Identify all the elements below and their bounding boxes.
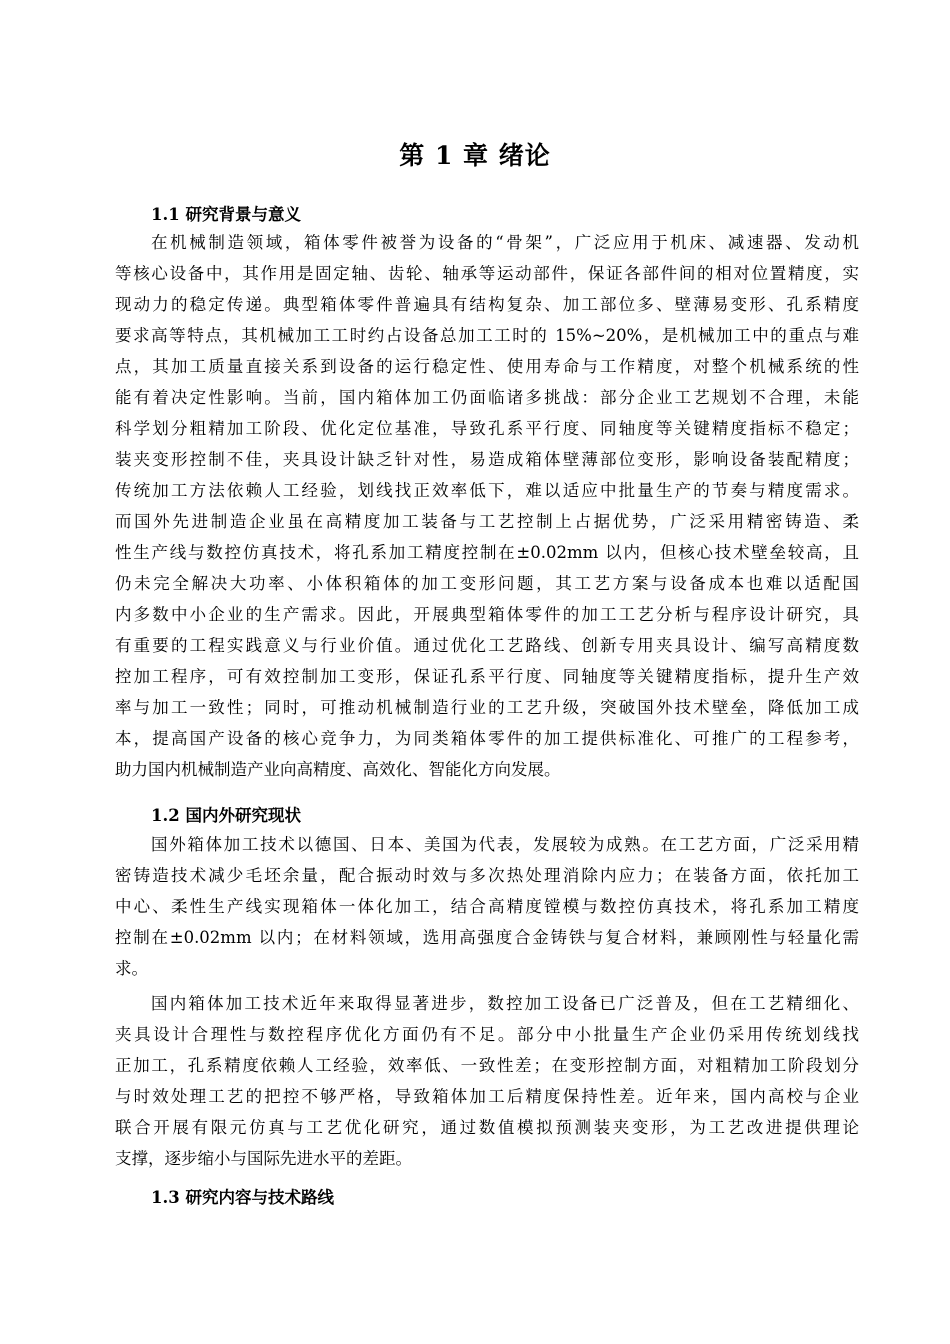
- text-line: 仍未完全解决大功率、小体积箱体的加工变形问题，其工艺方案与设备成本也难以适配国: [115, 574, 859, 593]
- paragraph-domestic-status: [115, 988, 859, 1174]
- section-heading-1-1: 1.1 研究背景与意义: [151, 205, 301, 224]
- text-line: 求。: [115, 959, 148, 978]
- text-line: 国内箱体加工技术近年来取得显著进步，数控加工设备已广泛普及，但在工艺精细化、: [151, 994, 859, 1013]
- text-line: 装夹变形控制不佳，夹具设计缺乏针对性，易造成箱体壁薄部位变形，影响设备装配精度；: [115, 450, 859, 469]
- text-line: 传统加工方法依赖人工经验，划线找正效率低下，难以适应中批量生产的节奏与精度需求。: [115, 481, 859, 500]
- chapter-title: 第 1 章 绪论: [399, 141, 551, 170]
- text-line: 内多数中小企业的生产需求。因此，开展典型箱体零件的加工工艺分析与程序设计研究，具: [115, 605, 859, 624]
- text-line: 正加工，孔系精度依赖人工经验，效率低、一致性差；在变形控制方面，对粗精加工阶段划分: [115, 1056, 859, 1075]
- text-line: 率与加工一致性；同时，可推动机械制造行业的工艺升级，突破国外技术壁垒，降低加工成: [115, 698, 859, 717]
- text-line: 中心、柔性生产线实现箱体一体化加工，结合高精度镗模与数控仿真技术，将孔系加工精度: [115, 897, 859, 916]
- text-line: 联合开展有限元仿真与工艺优化研究，通过数值模拟预测装夹变形，为工艺改进提供理论: [115, 1118, 859, 1137]
- text-line: 性生产线与数控仿真技术，将孔系加工精度控制在±0.02mm 以内，但核心技术壁垒较高，且: [115, 543, 859, 562]
- text-line: 支撑，逐步缩小与国际先进水平的差距。: [115, 1149, 412, 1168]
- section-heading-1-3: 1.3 研究内容与技术路线: [151, 1188, 334, 1207]
- text-line: 现动力的稳定传递。典型箱体零件普遍具有结构复杂、加工部位多、壁薄易变形、孔系精度: [115, 295, 859, 314]
- text-line: 助力国内机械制造产业向高精度、高效化、智能化方向发展。: [115, 760, 561, 779]
- text-line: 与时效处理工艺的把控不够严格，导致箱体加工后精度保持性差。近年来，国内高校与企业: [115, 1087, 859, 1106]
- text-line: 能有着决定性影响。当前，国内箱体加工仍面临诸多挑战：部分企业工艺规划不合理，未能: [115, 388, 859, 407]
- paragraph-background: [115, 227, 859, 785]
- text-line: 控制在±0.02mm 以内；在材料领域，选用高强度合金铸铁与复合材料，兼顾刚性与轻量化需: [115, 928, 859, 947]
- text-line: 要求高等特点，其机械加工工时约占设备总加工工时的 15%~20%，是机械加工中的重点与难: [115, 326, 859, 345]
- text-line: 密铸造技术减少毛坯余量，配合振动时效与多次热处理消除内应力；在装备方面，依托加工: [115, 866, 859, 885]
- text-line: 夹具设计合理性与数控程序优化方面仍有不足。部分中小批量生产企业仍采用传统划线找: [115, 1025, 859, 1044]
- text-line: 在机械制造领域，箱体零件被誉为设备的“骨架”，广泛应用于机床、减速器、发动机: [151, 233, 859, 252]
- text-line: 有重要的工程实践意义与行业价值。通过优化工艺路线、创新专用夹具设计、编写高精度数: [115, 636, 859, 655]
- text-line: 控加工程序，可有效控制加工变形，保证孔系平行度、同轴度等关键精度指标，提升生产效: [115, 667, 859, 686]
- text-line: 国外箱体加工技术以德国、日本、美国为代表，发展较为成熟。在工艺方面，广泛采用精: [151, 835, 859, 854]
- section-heading-1-2: 1.2 国内外研究现状: [151, 806, 301, 825]
- paragraph-foreign-status: [115, 829, 859, 984]
- text-line: 科学划分粗精加工阶段、优化定位基准，导致孔系平行度、同轴度等关键精度指标不稳定；: [115, 419, 859, 438]
- text-line: 等核心设备中，其作用是固定轴、齿轮、轴承等运动部件，保证各部件间的相对位置精度，实: [115, 264, 859, 283]
- text-line: 而国外先进制造企业虽在高精度加工装备与工艺控制上占据优势，广泛采用精密铸造、柔: [115, 512, 859, 531]
- text-line: 点，其加工质量直接关系到设备的运行稳定性、使用寿命与工作精度，对整个机械系统的性: [115, 357, 859, 376]
- text-line: 本，提高国产设备的核心竞争力，为同类箱体零件的加工提供标准化、可推广的工程参考，: [115, 729, 859, 748]
